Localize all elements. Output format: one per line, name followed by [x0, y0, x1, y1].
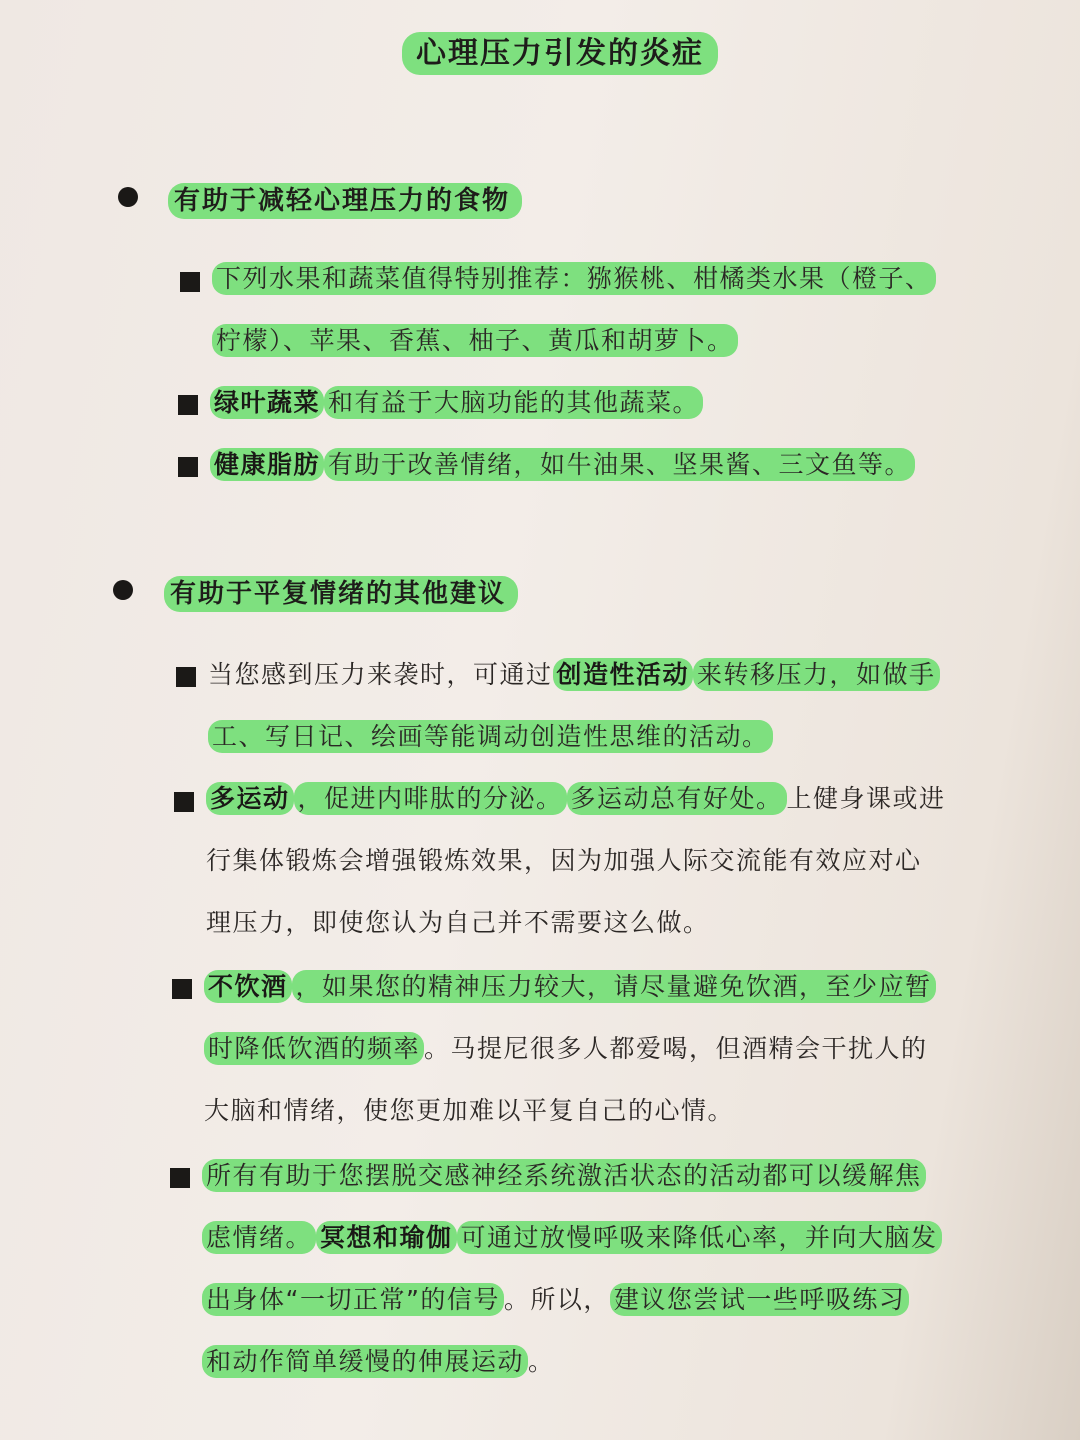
- section-bullet: [113, 580, 133, 600]
- list-item: 多运动 ，促进内啡肽的分泌。 多运动总有好处。 上健身课或进 行集体锻炼会增强锻炼效果，因为加强人际交流能有效应对心 理压力，即使您认为自己并不需要这么做。: [206, 784, 946, 937]
- section-bullet: [118, 187, 138, 207]
- list-bullet: [176, 667, 196, 687]
- list-item: 不饮酒 ，如果您的精神压力较大，请尽量避免饮酒，至少应暂 时降低饮酒的频率 。马提尼很多人都爱喝，但酒精会干扰人的 大脑和情绪，使您更加难以平复自己的心情。: [204, 956, 1024, 1142]
- list-item: 绿叶蔬菜 和有益于大脑功能的其他蔬菜。: [210, 372, 1010, 434]
- list-bullet: [172, 979, 192, 999]
- page-title: [402, 28, 718, 72]
- list-item: 所有有助于您摆脱交感神经系统激活状态的活动都可以缓解焦 虑情绪。 冥想和瑜伽 可通过放慢呼吸来降低心率，并向大脑发 出身体“一切正常”的信号 。所以， 建议您尝试一些呼吸练习 和动作简单缓慢的伸展运动 。: [202, 1145, 1032, 1393]
- list-item: 健康脂肪 有助于改善情绪，如牛油果、坚果酱、三文鱼等。: [210, 434, 1010, 496]
- list-bullet: [178, 395, 198, 415]
- section-heading: 有助于减轻心理压力的食物: [168, 180, 522, 217]
- section-heading: 有助于平复情绪的其他建议: [164, 573, 518, 610]
- list-bullet: [178, 457, 198, 477]
- title-highlight: 心理压力引发的炎症: [402, 32, 718, 75]
- list-bullet: [180, 272, 200, 292]
- list-item: 当您感到压力来袭时，可通过 创造性活动 来转移压力，如做手 工、写日记、绘画等能调动创造性思维的活动。: [208, 644, 1028, 768]
- list-bullet: [170, 1168, 190, 1188]
- list-bullet: [174, 792, 194, 812]
- list-item: 下列水果和蔬菜值得特别推荐：猕猴桃、柑橘类水果（橙子、 柠檬）、苹果、香蕉、柚子、黄瓜和胡萝卜。: [212, 248, 1012, 372]
